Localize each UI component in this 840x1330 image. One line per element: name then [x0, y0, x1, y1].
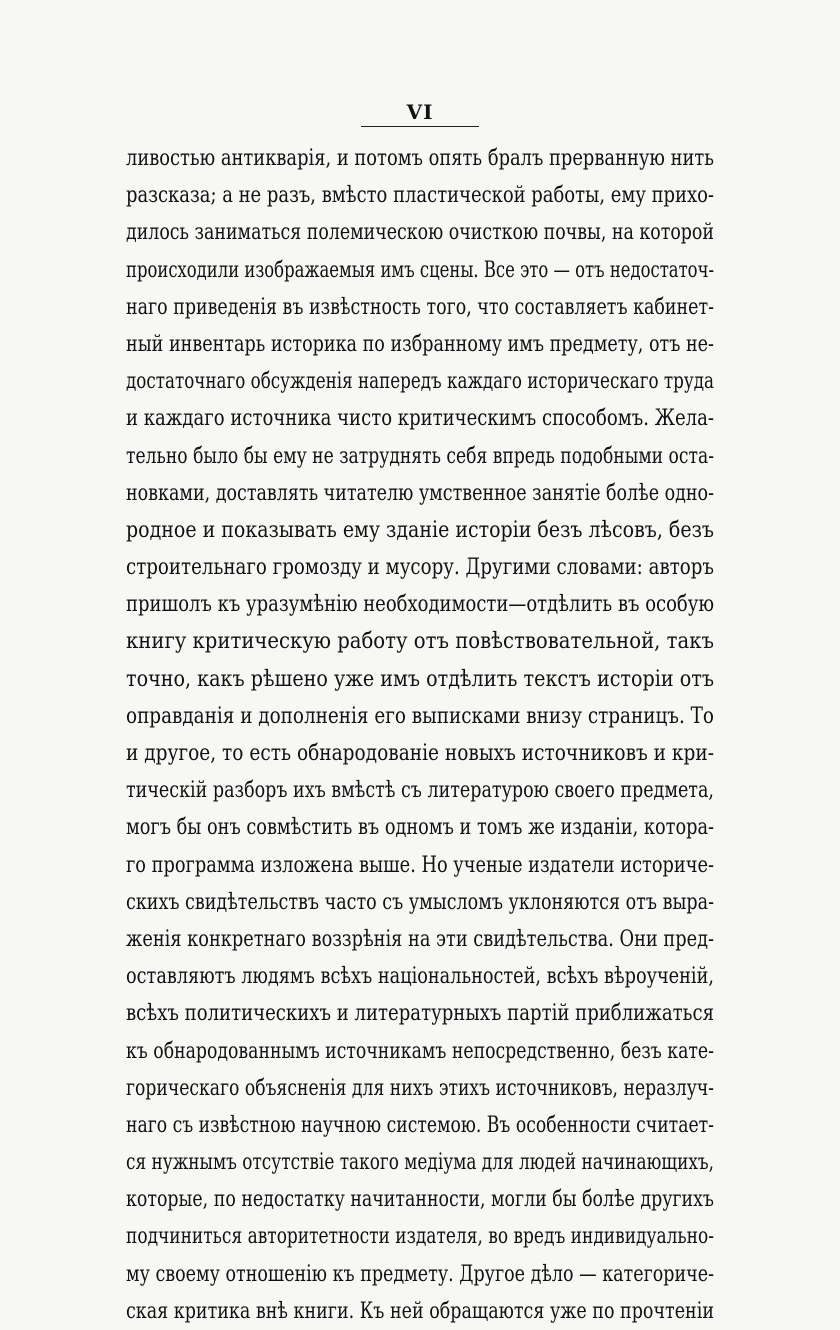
text-line: оправданія и дополненія его выписками внизу страницъ. То [126, 703, 714, 729]
text-line: пришолъ къ уразумѣнію необходимости—отдѣлить въ особую [126, 592, 714, 618]
text-line: и другое, то есть обнародованіе новыхъ источниковъ и кри- [126, 741, 714, 766]
text-line: которые, по недостатку начитанности, могли бы болѣе другихъ [126, 1187, 714, 1213]
text-line: происходили изображаемыя имъ сцены. Все это — отъ недостаточ- [126, 257, 714, 283]
text-line: му своему отношенію къ предмету. Другое дѣло — категориче- [126, 1261, 714, 1287]
text-line: къ обнародованнымъ источникамъ непосредственно, безъ кате- [126, 1038, 714, 1064]
text-line: наго съ извѣстною научною системою. Въ особенности считает- [126, 1112, 714, 1138]
text-line: подчиниться авторитетности издателя, во вредъ индивидуально- [126, 1224, 714, 1250]
header-rule [361, 126, 479, 127]
page-number: VI [406, 100, 434, 124]
text-line: го программа изложена выше. Но ученые издатели историче- [126, 852, 714, 878]
text-line: всѣхъ политическихъ и литературныхъ партій приближаться [126, 1001, 714, 1027]
text-line: горическаго объясненія для нихъ этихъ источниковъ, неразлуч- [126, 1075, 714, 1101]
text-line: разсказа; а не разъ, вмѣсто пластической работы, ему прихо- [126, 183, 714, 209]
text-line: ный инвентарь историка по избранному имъ предмету, отъ не- [126, 331, 714, 357]
text-line: точно, какъ рѣшено уже имъ отдѣлить текстъ исторіи отъ [126, 666, 714, 692]
text-line: женія конкретнаго воззрѣнія на эти свидѣтельства. Они пред- [126, 926, 714, 952]
text-line: ся нужнымъ отсутствіе такого медіума для людей начинающихъ, [126, 1150, 714, 1176]
text-line: дилось заниматься полемическою очисткою почвы, на которой [126, 220, 714, 246]
body-text [126, 140, 714, 1330]
text-line: новками, доставлять читателю умственное занятіе болѣе одно- [126, 480, 714, 506]
text-line: ская критика внѣ книги. Къ ней обращаются уже по прочтеніи [126, 1298, 714, 1324]
text-line: достаточнаго обсужденія напередъ каждаго историческаго труда [126, 369, 714, 395]
text-line: книгу критическую работу отъ повѣствовательной, такъ [126, 629, 714, 655]
text-line: оставляютъ людямъ всѣхъ національностей, всѣхъ вѣроученій, [126, 964, 714, 990]
text-line: могъ бы онъ совмѣстить въ одномъ и томъ же изданіи, котора- [126, 815, 714, 841]
text-line: наго приведенія въ извѣстность того, что составляетъ кабинет- [126, 294, 714, 320]
text-line: ливостью антикварія, и потомъ опять бралъ прерванную нить [126, 146, 714, 171]
text-line: и каждаго источника чисто критическимъ способомъ. Желa- [126, 406, 714, 432]
text-line: родное и показывать ему зданіе исторіи безъ лѣсовъ, безъ [126, 517, 714, 543]
page-header [0, 100, 840, 127]
text-line: тическій разборъ ихъ вмѣстѣ съ литературою своего предмета, [126, 778, 714, 804]
text-line: скихъ свидѣтельствъ часто съ умысломъ уклоняются отъ выра- [126, 889, 714, 915]
text-line: тельно было бы ему не затруднять себя впредь подобными оста- [126, 443, 714, 469]
text-line: строительнаго громозду и мусору. Другими словами: авторъ [126, 555, 714, 581]
